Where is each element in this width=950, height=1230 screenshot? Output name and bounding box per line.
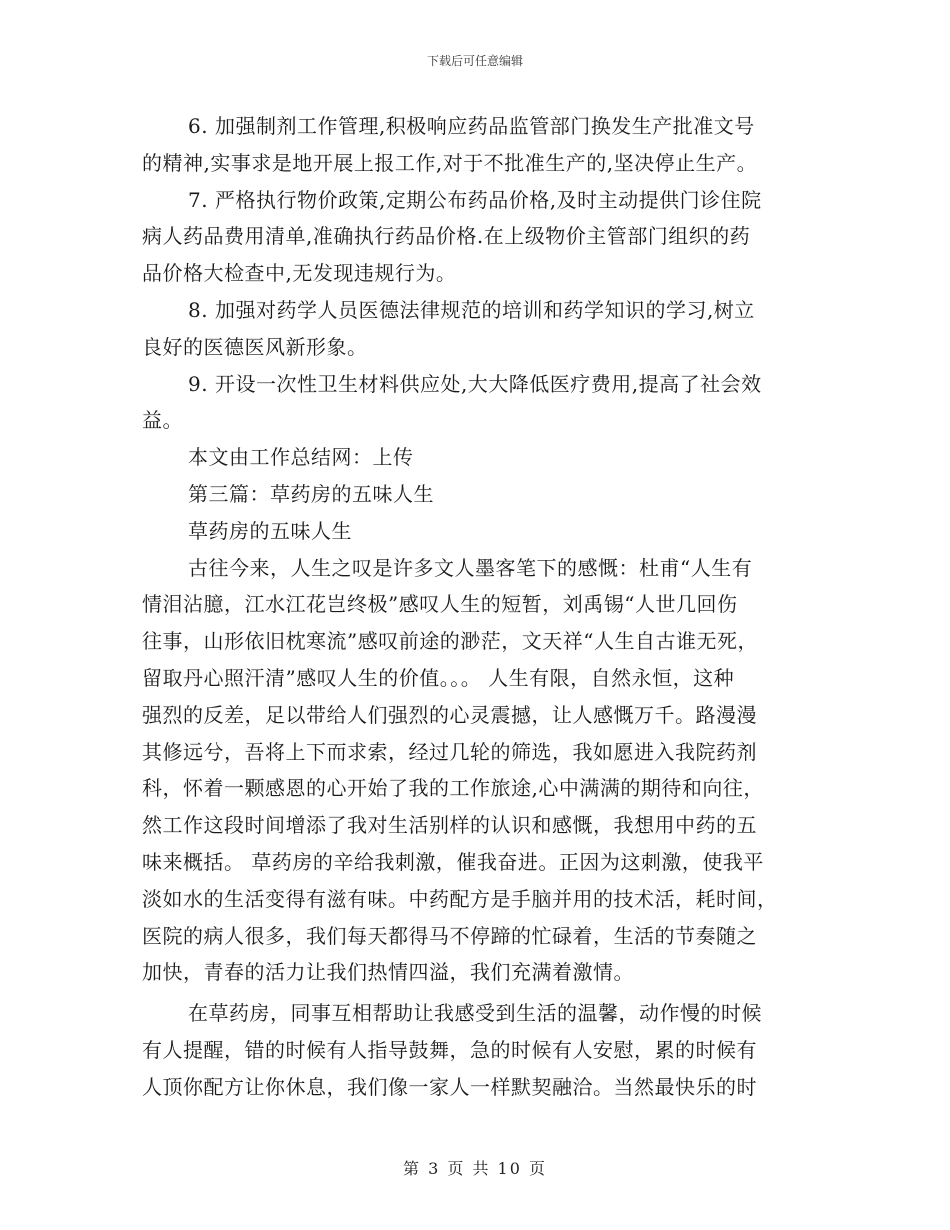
essay-paragraph-2-line-1: 在草药房，同事互相帮助让我感受到生活的温馨，动作慢的时候: [188, 1001, 762, 1026]
essay-paragraph-1-line-2: 情泪沾臆，江水江花岂终极”感叹人生的短暂，刘禹锡“人世几回伤: [142, 592, 738, 617]
essay-paragraph-1-line-10: 淡如水的生活变得有滋有味。中药配方是手脑并用的技术活，耗时间，: [142, 886, 778, 911]
essay-paragraph-1-line-9: 味来概括。 草药房的辛给我刺激，催我奋进。正因为这刺激，使我平: [142, 849, 764, 874]
page-number: 第 3 页 共 10 页: [403, 1159, 547, 1178]
document-body: [142, 108, 810, 1106]
section-heading: 第三篇：草药房的五味人生: [188, 481, 434, 506]
paragraph-8-line-2: 良好的医德医风新形象。: [142, 334, 368, 359]
essay-paragraph-2-line-2: 有人提醒，错的时候有人指导鼓舞，急的时候有人安慰，累的时候有: [142, 1037, 757, 1062]
essay-paragraph-1-line-8: 然工作这段时间增添了我对生活别样的认识和感慨，我想用中药的五: [142, 813, 757, 838]
paragraph-7-line-3: 品价格大检查中,无发现违规行为。: [142, 261, 457, 286]
article-title: 草药房的五味人生: [188, 518, 352, 543]
essay-paragraph-2-line-3: 人顶你配方让你休息，我们像一家人一样默契融洽。当然最快乐的时: [142, 1074, 757, 1099]
paragraph-7-line-2: 病人药品费用清单,准确执行药品价格.在上级物价主管部门组织的药: [142, 224, 751, 249]
essay-paragraph-1-line-5: 强烈的反差，足以带给人们强烈的心灵震撼，让人感慨万千。路漫漫: [142, 702, 757, 727]
page-header: 下载后可任意编辑: [426, 54, 523, 68]
paragraph-6-line-2: 的精神,实事求是地开展上报工作,对于不批准生产的,坚决停止生产。: [142, 150, 758, 175]
paragraph-7-line-1: 7. 严格执行物价政策,定期公布药品价格,及时主动提供门诊住院: [188, 187, 762, 212]
essay-paragraph-1-line-11: 医院的病人很多，我们每天都得马不停蹄的忙碌着，生活的节奏随之: [142, 923, 757, 948]
essay-paragraph-1-line-1: 古往今来，人生之叹是许多文人墨客笔下的感慨：杜甫“人生有: [188, 555, 753, 580]
essay-paragraph-1-line-7: 科，怀着一颗感恩的心开始了我的工作旅途,心中满满的期待和向往，: [142, 776, 764, 801]
paragraph-8-line-1: 8. 加强对药学人员医德法律规范的培训和药学知识的学习,树立: [188, 297, 755, 322]
source-note: 本文由工作总结网：上传: [188, 445, 414, 470]
paragraph-6-line-1: 6. 加强制剂工作管理,积极响应药品监管部门换发生产批准文号: [188, 114, 755, 138]
essay-paragraph-1-line-4: 留取丹心照汗清”感叹人生的价值。。。 人生有限，自然永恒，这种: [142, 665, 735, 690]
paragraph-9-line-1: 9. 开设一次性卫生材料供应处,大大降低医疗费用,提高了社会效: [188, 371, 762, 396]
essay-paragraph-1-line-3: 往事，山形依旧枕寒流”感叹前途的渺茫，文天祥“人生自古谁无死，: [142, 629, 758, 654]
essay-paragraph-1-line-6: 其修远兮，吾将上下而求索，经过几轮的筛选，我如愿进入我院药剂: [142, 739, 757, 764]
paragraph-9-line-2: 益。: [142, 408, 183, 433]
essay-paragraph-1-line-12: 加快，青春的活力让我们热情四溢，我们充满着激情。: [142, 960, 634, 985]
